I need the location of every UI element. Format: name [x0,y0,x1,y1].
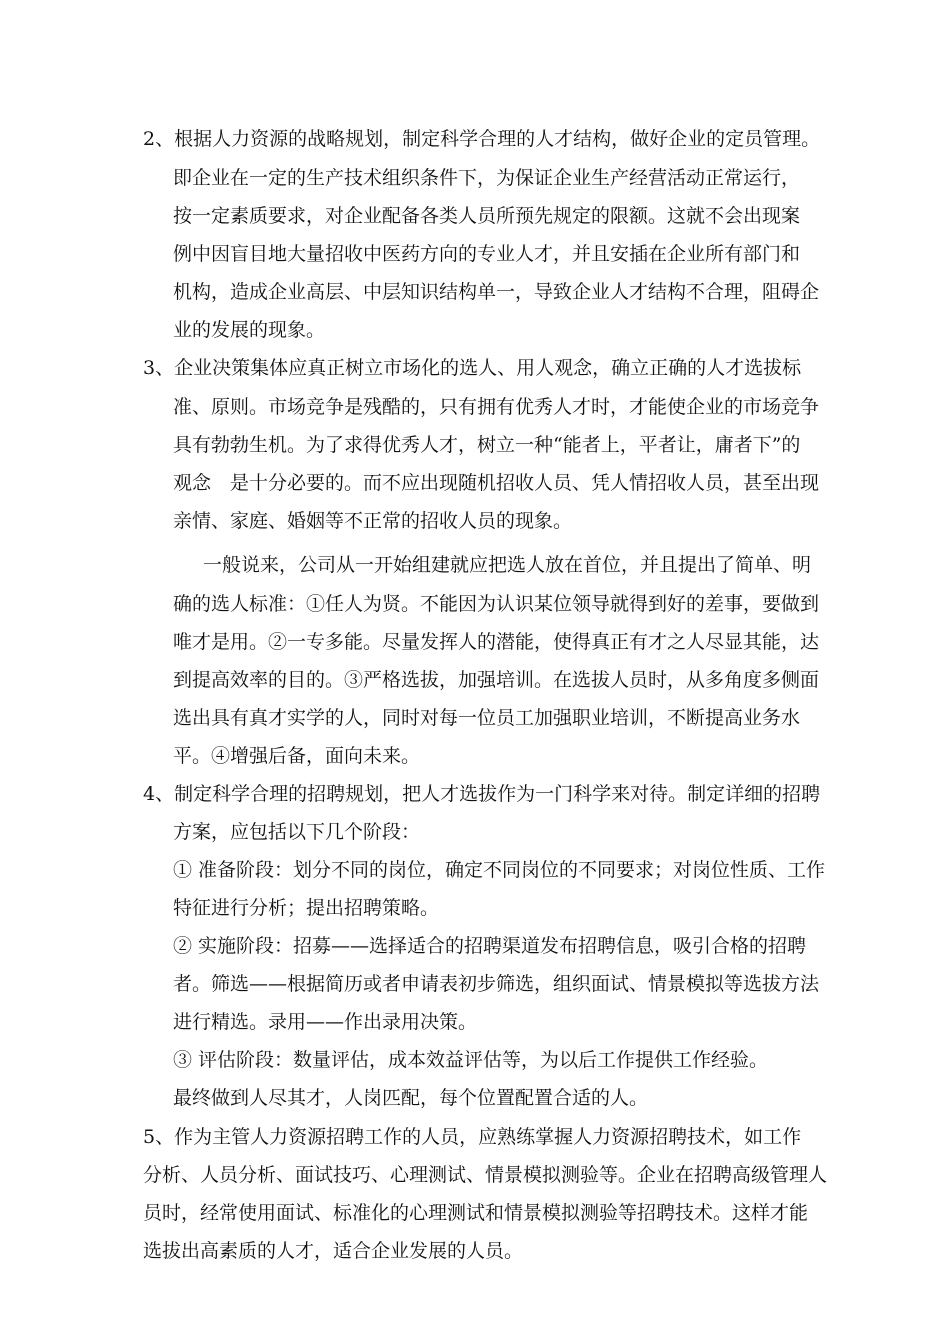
paragraph-line-6: 平。④增强后备，面向未来。 [173,745,421,767]
stage-2-line-1: ② 实施阶段：招募——选择适合的招聘渠道发布招聘信息，吸引合格的招聘 [173,935,807,957]
item-3-line-1: 3、企业决策集体应真正树立市场化的选人、用人观念，确立正确的人才选拔标 [143,357,802,379]
item-2-line-4: 例中因盲目地大量招收中医药方向的专业人才，并且安插在企业所有部门和 [173,243,801,265]
item-2-line-5: 机构，造成企业高层、中层知识结构单一，导致企业人才结构不合理，阻碍企 [173,281,820,303]
item-3-line-3: 具有勃勃生机。为了求得优秀人才，树立一种“能者上，平者让，庸者下”的 [173,434,801,456]
paragraph-line-2: 确的选人标准：①任人为贤。不能因为认识某位领导就得到好的差事，要做到 [173,593,820,615]
stage-1-line-2: 特征进行分析；提出招聘策略。 [173,897,440,919]
item-3-line-5: 亲情、家庭、婚姻等不正常的招收人员的现象。 [173,510,573,532]
item-2-line-6: 业的发展的现象。 [173,319,326,341]
paragraph-line-3: 唯才是用。②一专多能。尽量发挥人的潜能，使得真正有才之人尽显其能，达 [173,631,820,653]
item-2-line-3: 按一定素质要求，对企业配备各类人员所预先规定的限额。这就不会出现案 [173,205,801,227]
item-2-line-1: 2、根据人力资源的战略规划，制定科学合理的人才结构，做好企业的定员管理。 [143,128,821,150]
stage-2-line-3: 进行精选。录用——作出录用决策。 [173,1011,478,1033]
item-5-line-3: 员时，经常使用面试、标准化的心理测试和情景模拟测验等招聘技术。这样才能 [143,1202,809,1224]
item-5-line-2: 分析、人员分析、面试技巧、心理测试、情景模拟测验等。企业在招聘高级管理人 [143,1164,828,1186]
item-4-summary: 最终做到人尽其才，人岗匹配，每个位置配置合适的人。 [173,1087,649,1109]
stage-3-line-1: ③ 评估阶段：数量评估，成本效益评估等，为以后工作提供工作经验。 [173,1049,769,1071]
paragraph-line-1: 一般说来，公司从一开始组建就应把选人放在首位，并且提出了简单、明 [203,554,812,576]
item-2-line-2: 即企业在一定的生产技术组织条件下，为保证企业生产经营活动正常运行， [173,167,801,189]
item-4-line-1: 4、制定科学合理的招聘规划，把人才选拔作为一门科学来对待。制定详细的招聘 [143,783,821,805]
item-5-line-4: 选拔出高素质的人才，适合企业发展的人员。 [143,1240,524,1262]
item-3-line-4: 观念 是十分必要的。而不应出现随机招收人员、凭人情招收人员，甚至出现 [173,472,820,494]
item-3-line-2: 准、原则。市场竞争是残酷的，只有拥有优秀人才时，才能使企业的市场竞争 [173,396,820,418]
stage-1-line-1: ① 准备阶段：划分不同的岗位，确定不同岗位的不同要求；对岗位性质、工作 [173,859,826,881]
stage-2-line-2: 者。筛选——根据简历或者申请表初步筛选，组织面试、情景模拟等选拔方法 [173,973,820,995]
paragraph-line-5: 选出具有真才实学的人，同时对每一位员工加强职业培训，不断提高业务水 [173,707,801,729]
item-5-line-1: 5、作为主管人力资源招聘工作的人员，应熟练掌握人力资源招聘技术，如工作 [143,1126,802,1148]
paragraph-line-4: 到提高效率的目的。③严格选拔，加强培训。在选拔人员时，从多角度多侧面 [173,669,820,691]
item-4-line-2: 方案，应包括以下几个阶段： [173,821,421,843]
